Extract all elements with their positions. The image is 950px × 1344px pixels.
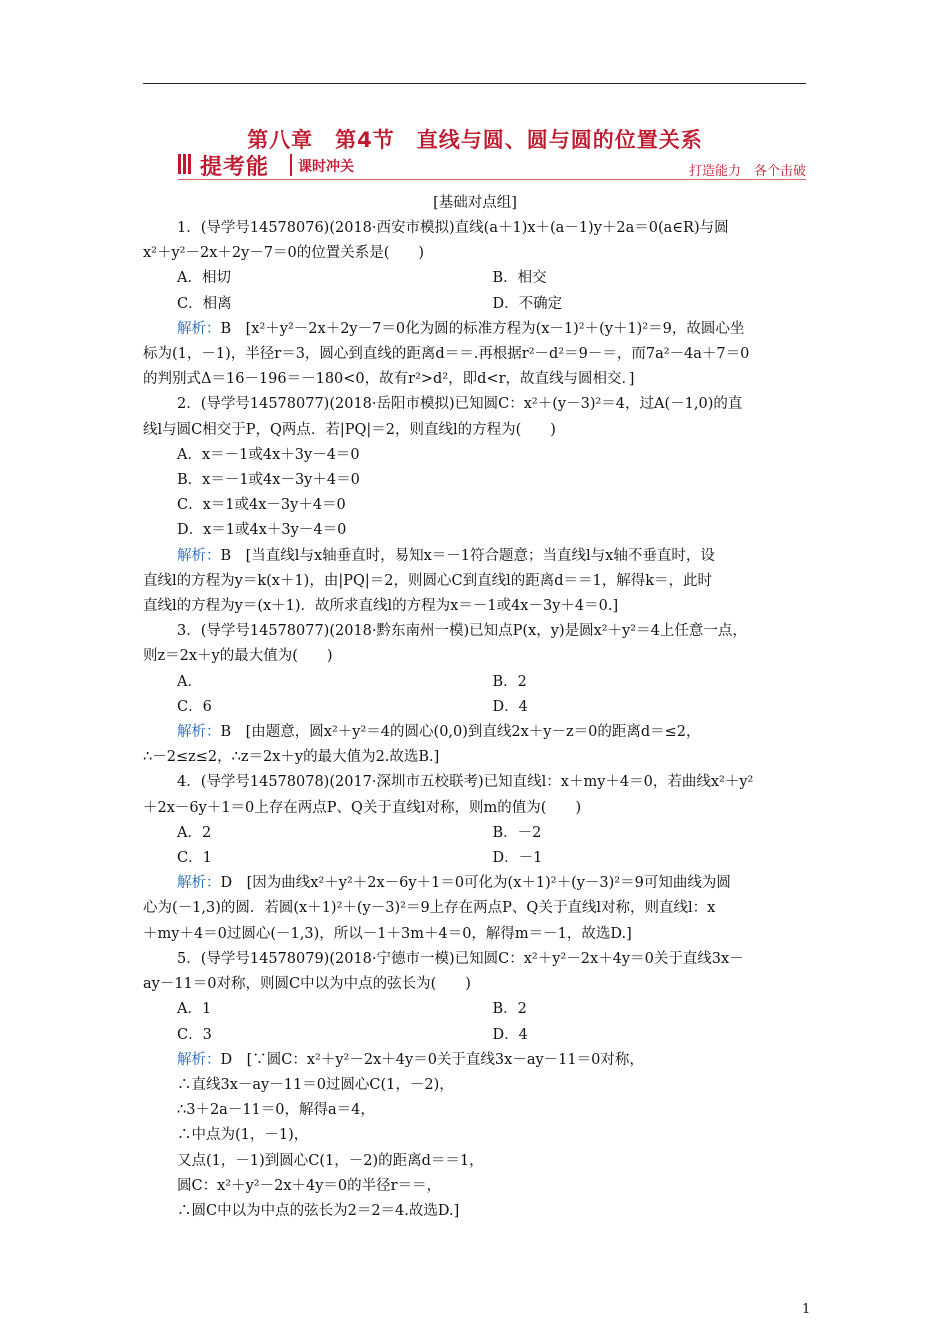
option-row xyxy=(143,292,808,317)
analysis-line: 直线l的方程为y＝(x＋1)．故所求直线l的方程为x＝－1或4x－3y＋4＝0.] xyxy=(143,598,619,615)
option-d: D．－1 xyxy=(492,850,543,867)
option-a: A．相切 xyxy=(177,270,231,287)
banner-slogan: 打造能力 各个击破 xyxy=(688,164,806,179)
analysis-line: 的判别式Δ＝16－196＝－180<0，故有r²>d²，即d<r，故直线与圆相交．] xyxy=(143,371,635,388)
banner-bars-icon xyxy=(178,154,193,174)
section-banner xyxy=(178,150,806,180)
chapter-title: 第八章 第4节 直线与圆、圆与圆的位置关系 xyxy=(247,128,703,152)
header-rule xyxy=(143,83,806,84)
analysis-line: 直线l的方程为y＝k(x＋1)，由|PQ|＝2，则圆心C到直线l的距离d＝＝1，解得k＝，此时 xyxy=(143,572,712,589)
question-stem-line: 则z＝2x＋y的最大值为( ) xyxy=(143,648,333,665)
question-5 xyxy=(143,947,808,1224)
question-2 xyxy=(143,392,808,619)
analysis-line xyxy=(143,544,808,569)
option-c: C．3 xyxy=(177,1026,212,1043)
option-a: A． xyxy=(177,673,202,690)
question-stem-line: ＋2x－6y＋1＝0上存在两点P、Q关于直线l对称，则m的值为( ) xyxy=(143,799,582,816)
option-b: B．－2 xyxy=(492,824,542,841)
section-title: [基础对点组] xyxy=(433,195,517,211)
option-c: C．x＝1或4x－3y＋4＝0 xyxy=(177,497,346,514)
analysis-line xyxy=(143,1048,808,1073)
analysis-label: 解析： xyxy=(177,547,221,564)
analysis-label: 解析： xyxy=(177,320,221,337)
option-b: B．2 xyxy=(492,1001,527,1018)
question-stem-line: 4．(导学号14578078)(2017·深圳市五校联考)已知直线l：x＋my＋4＝0，若曲线x²＋y² xyxy=(177,774,754,791)
analysis-line: ＋my＋4＝0过圆心(－1,3)，所以－1＋3m＋4＝0，解得m＝－1，故选D.] xyxy=(143,925,632,942)
analysis-line: 圆C：x²＋y²－2x＋4y＝0的半径r＝＝， xyxy=(177,1177,442,1194)
analysis-line xyxy=(143,317,808,342)
analysis-line: 标为(1，－1)，半径r＝3，圆心到直线的距离d＝＝.再根据r²－d²＝9－＝，而7a²－4a＋7＝0 xyxy=(143,346,750,363)
analysis-text: B [由题意，圆x²＋y²＝4的圆心(0,0)到直线2x＋y－z＝0的距离d＝≤2， xyxy=(220,724,701,741)
analysis-line xyxy=(143,871,808,896)
option-c: C．1 xyxy=(177,850,212,867)
option-a: A．2 xyxy=(177,824,212,841)
option-d: D．x＝1或4x＋3y－4＝0 xyxy=(177,522,347,539)
banner-divider xyxy=(290,154,292,176)
analysis-line: ∴圆C中以为中点的弦长为2＝2＝4.故选D.] xyxy=(177,1202,460,1219)
option-d: D．不确定 xyxy=(492,295,563,312)
analysis-label: 解析： xyxy=(177,875,221,892)
question-1 xyxy=(143,216,808,392)
option-row xyxy=(143,821,808,846)
option-row xyxy=(143,846,808,871)
option-d: D．4 xyxy=(492,1026,528,1043)
option-b: B．x＝－1或4x－3y＋4＝0 xyxy=(177,472,360,489)
analysis-text: B [x²＋y²－2x＋2y－7＝0化为圆的标准方程为(x－1)²＋(y＋1)²＝9，故圆心坐 xyxy=(220,320,745,337)
option-a: A．1 xyxy=(177,1001,212,1018)
question-stem-line: 线l与圆C相交于P，Q两点．若|PQ|＝2，则直线l的方程为( ) xyxy=(143,421,556,438)
option-row xyxy=(143,997,808,1022)
question-3 xyxy=(143,619,808,770)
question-stem-line: 1．(导学号14578076)(2018·西安市模拟)直线(a＋1)x＋(a－1)y＋2a＝0(a∈R)与圆 xyxy=(177,220,729,236)
analysis-label: 解析： xyxy=(177,1051,221,1068)
option-row xyxy=(143,1023,808,1048)
option-b: B．2 xyxy=(492,673,527,690)
banner-underline xyxy=(178,179,806,180)
option-b: B．相交 xyxy=(492,270,547,287)
analysis-label: 解析： xyxy=(177,724,221,741)
analysis-text: B [当直线l与x轴垂直时，易知x＝－1符合题意；当直线l与x轴不垂直时，设 xyxy=(220,547,715,564)
banner-sub-label: 课时冲关 xyxy=(298,159,354,175)
option-c: C．相离 xyxy=(177,295,232,312)
question-stem-line: 3．(导学号14578077)(2018·黔东南州一模)已知点P(x，y)是圆x²＋y²＝4上任意一点， xyxy=(177,623,747,640)
analysis-line: ∴中点为(1，－1)， xyxy=(177,1127,309,1144)
page-number: 1 xyxy=(802,1302,811,1317)
analysis-text: D [∵圆C：x²＋y²－2x＋4y＝0关于直线3x－ay－11＝0对称， xyxy=(220,1051,644,1068)
questions-content xyxy=(143,216,808,1224)
option-row xyxy=(143,670,808,695)
option-row xyxy=(143,266,808,291)
question-4 xyxy=(143,770,808,946)
question-stem-line: 2．(导学号14578077)(2018·岳阳市模拟)已知圆C：x²＋(y－3)²＝4，过A(－1,0)的直 xyxy=(177,396,743,413)
analysis-line: 心为(－1,3)的圆．若圆(x＋1)²＋(y－3)²＝9上存在两点P、Q关于直线l对称，则直线l：x xyxy=(143,900,716,917)
banner-main-label: 提考能 xyxy=(200,155,270,180)
analysis-line: ∴直线3x－ay－11＝0过圆心C(1，－2)， xyxy=(177,1076,454,1093)
option-c: C．6 xyxy=(177,698,212,715)
question-stem-line: x²＋y²－2x＋2y－7＝0的位置关系是( ) xyxy=(143,245,425,262)
analysis-line: 又点(1，－1)到圆心C(1，－2)的距离d＝＝1， xyxy=(177,1152,484,1169)
analysis-line: ∴－2≤z≤2，∴z＝2x＋y的最大值为2.故选B.] xyxy=(143,749,440,766)
question-stem-line: ay－11＝0对称，则圆C中以为中点的弦长为( ) xyxy=(143,976,471,993)
option-d: D．4 xyxy=(492,698,528,715)
analysis-line: ∴3＋2a－11＝0，解得a＝4， xyxy=(177,1102,375,1119)
question-stem-line: 5．(导学号14578079)(2018·宁德市一模)已知圆C：x²＋y²－2x＋4y＝0关于直线3x－ xyxy=(177,950,744,967)
analysis-text: D [因为曲线x²＋y²＋2x－6y＋1＝0可化为(x＋1)²＋(y－3)²＝9可知曲线为圆 xyxy=(220,875,731,892)
analysis-line xyxy=(143,720,808,745)
option-a: A．x＝－1或4x＋3y－4＝0 xyxy=(177,446,360,463)
option-row xyxy=(143,695,808,720)
